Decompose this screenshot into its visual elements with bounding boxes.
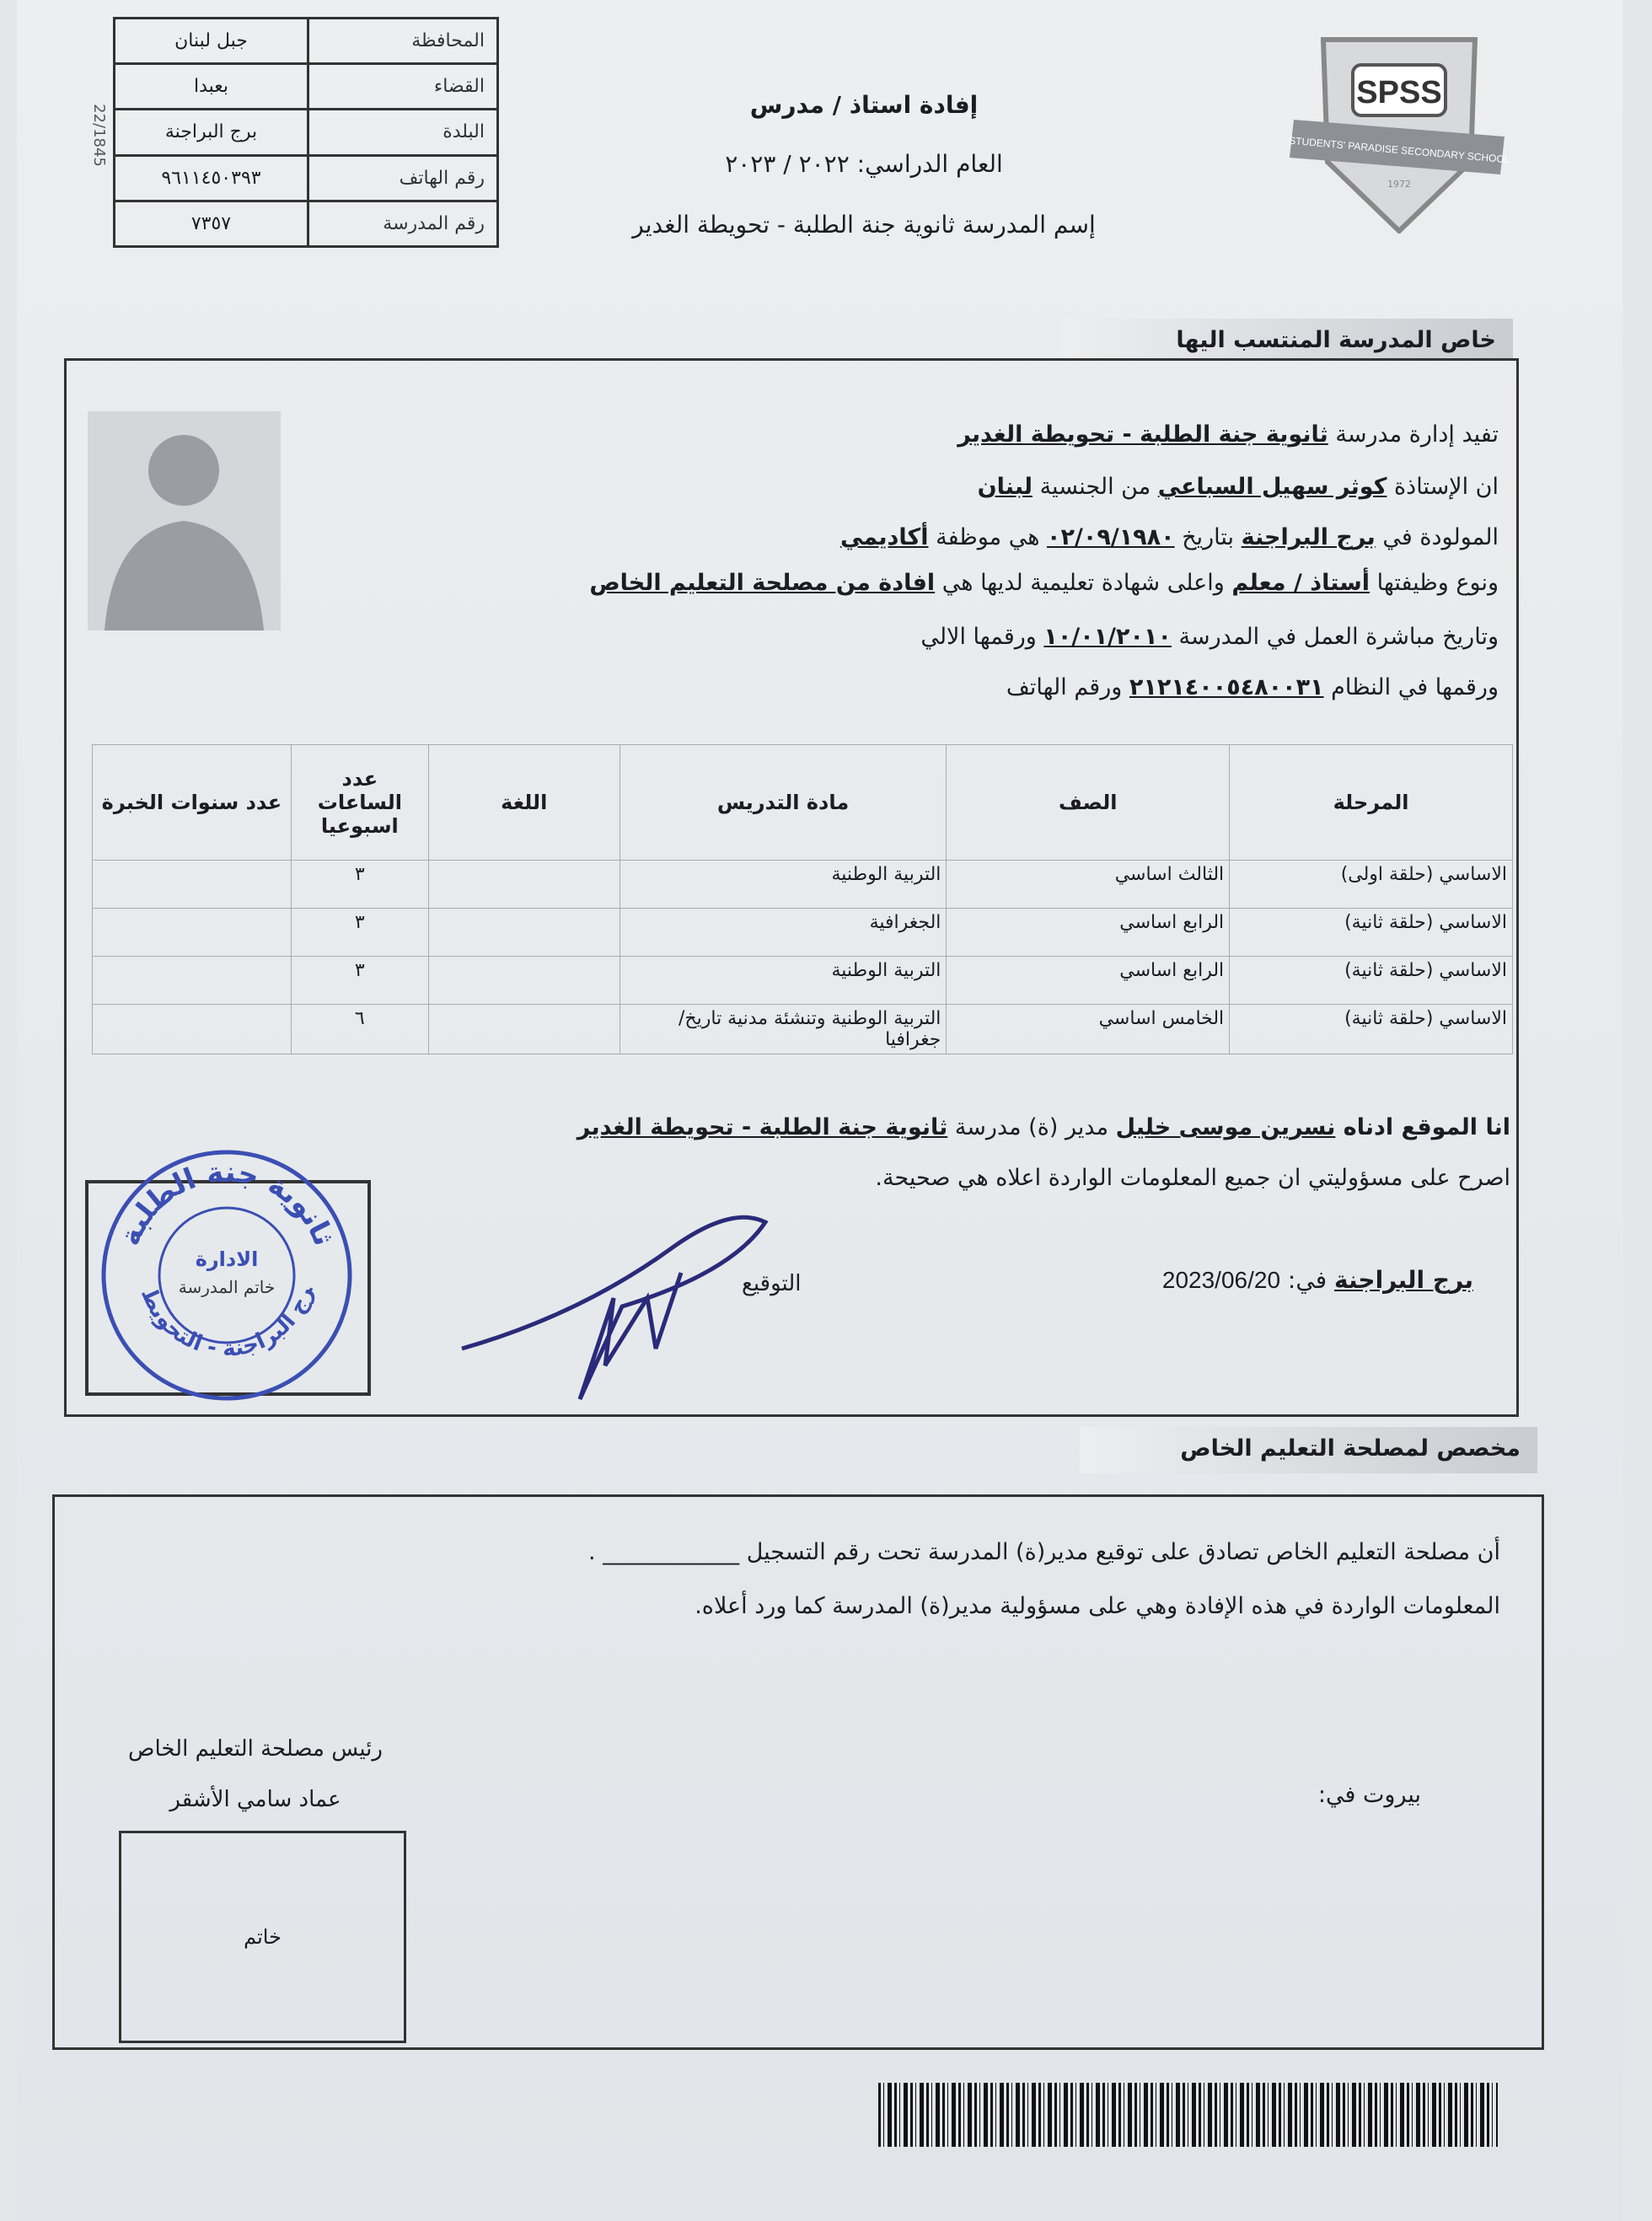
table-cell [93, 909, 292, 957]
column-header: عدد الساعات اسبوعيا [291, 745, 428, 861]
svg-text:الادارة: الادارة [195, 1247, 259, 1271]
declaration-line1: انا الموقع ادناه نسرين موسى خليل مدير (ة) مدرسة ثانوية جنة الطلبة - تحويطة الغدير [577, 1114, 1510, 1140]
head-title: رئيس مصلحة التعليم الخاص [128, 1736, 383, 1762]
table-cell: الاساسي (حلقة اولى) [1230, 861, 1513, 909]
info-label: رقم الهاتف [308, 155, 498, 201]
signature-label: التوقيع [742, 1271, 802, 1296]
teaching-table [92, 744, 1513, 1054]
info-value: ٩٦١١٤٥٠٣٩٣ [115, 155, 308, 201]
column-header: المرحلة [1230, 745, 1513, 861]
table-cell: ٦ [291, 1005, 428, 1054]
table-cell: الثالث اساسي [947, 861, 1230, 909]
info-paragraph-line: ان الإستاذة كوثر سهيل السباعي من الجنسية لبنان [977, 474, 1499, 500]
info-label: القضاء [308, 64, 498, 110]
table-cell [93, 957, 292, 1005]
approval-line2: المعلومات الواردة في هذه الإفادة وهي على مسؤولية مدير(ة) المدرسة كما ورد أعلاه. [695, 1593, 1500, 1619]
column-header: الصف [947, 745, 1230, 861]
info-row [115, 155, 498, 201]
stamp-label: خاتم [244, 1925, 282, 1949]
table-cell: ٣ [291, 861, 428, 909]
table-cell: التربية الوطنية [620, 861, 947, 909]
table-row [93, 1005, 1513, 1054]
table-cell: الجغرافية [620, 909, 947, 957]
table-cell [428, 861, 620, 909]
signature [453, 1197, 774, 1411]
official-stamp-box [119, 1831, 406, 2043]
approval-line1: أن مصلحة التعليم الخاص تصادق على توقيع مدير(ة) المدرسة تحت رقم التسجيل ____________ . [587, 1539, 1500, 1565]
table-cell: ٣ [291, 957, 428, 1005]
info-value: ٧٣٥٧ [115, 201, 308, 246]
info-label: البلدة [308, 110, 498, 155]
info-paragraph-line: المولودة في برج البراجنة بتاريخ ٠٢/٠٩/١٩٨٠ هي موظفة أكاديمي [840, 524, 1499, 550]
table-cell: الاساسي (حلقة ثانية) [1230, 1005, 1513, 1054]
info-value: برج البراجنة [115, 110, 308, 155]
section1-title: خاص المدرسة المنتسب اليها [1062, 319, 1513, 361]
school-name: إسم المدرسة ثانوية جنة الطلبة - تحويطة الغدير [632, 211, 1096, 239]
logo-name: STUDENTS' PARADISE SECONDARY SCHOOL [1290, 134, 1509, 166]
info-row [115, 19, 498, 64]
info-paragraph-line: ورقمها في النظام ٢١٢١٤٠٠٥٤٨٠٠٣١ ورقم الهاتف [1006, 674, 1499, 700]
info-row [115, 201, 498, 246]
place-date: برج البراجنة في: 2023/06/20 [1161, 1266, 1473, 1294]
head-name: عماد سامي الأشقر [169, 1787, 341, 1812]
logo-abbr: SPSS [1356, 75, 1442, 110]
table-cell: الرابع اساسي [947, 957, 1230, 1005]
svg-text:ثانوية جنة الطلبة: ثانوية جنة الطلبة [112, 1155, 341, 1251]
barcode [878, 2083, 1498, 2147]
beirut-date-label: بيروت في: [1317, 1782, 1421, 1808]
school-logo [1290, 35, 1509, 233]
info-paragraph-line: تفيد إدارة مدرسة ثانوية جنة الطلبة - تحويطة الغدير [957, 421, 1499, 448]
info-table [113, 17, 499, 248]
svg-text:برج البراجنة - التحويطة: رج البراجنة - التحويط [136, 1282, 319, 1362]
table-cell: ٣ [291, 909, 428, 957]
table-row [93, 957, 1513, 1005]
info-value: جبل لبنان [115, 19, 308, 64]
table-cell: الاساسي (حلقة ثانية) [1230, 957, 1513, 1005]
column-header: عدد سنوات الخبرة [93, 745, 292, 861]
table-cell: الخامس اساسي [947, 1005, 1230, 1054]
info-label: رقم المدرسة [308, 201, 498, 246]
logo-year: 1972 [1387, 179, 1411, 190]
table-cell [428, 957, 620, 1005]
info-value: بعبدا [115, 64, 308, 110]
academic-year: العام الدراسي: ٢٠٢٢ / ٢٠٢٣ [725, 150, 1003, 178]
table-cell: الرابع اساسي [947, 909, 1230, 957]
info-row [115, 110, 498, 155]
info-label: المحافظة [308, 19, 498, 64]
school-stamp [99, 1148, 354, 1403]
info-row [115, 64, 498, 110]
section2-title: مخصص لمصلحة التعليم الخاص [1080, 1427, 1537, 1473]
table-row [93, 909, 1513, 957]
table-cell [428, 1005, 620, 1054]
info-paragraph-line: وتاريخ مباشرة العمل في المدرسة ١٠/٠١/٢٠١٠ ورقمها الالي [920, 624, 1499, 650]
table-cell: التربية الوطنية وتنشئة مدنية تاريخ/ جغرافيا [620, 1005, 947, 1054]
table-cell [93, 1005, 292, 1054]
table-cell [428, 909, 620, 957]
declaration-line2: اصرح على مسؤوليتي ان جميع المعلومات الواردة اعلاه هي صحيحة. [875, 1165, 1510, 1191]
doc-title: إفادة استاذ / مدرس [749, 91, 979, 119]
table-cell: التربية الوطنية [620, 957, 947, 1005]
column-header: مادة التدريس [620, 745, 947, 861]
table-cell [93, 861, 292, 909]
table-cell: الاساسي (حلقة ثانية) [1230, 909, 1513, 957]
svg-text:خاتم المدرسة: خاتم المدرسة [178, 1277, 276, 1297]
column-header: اللغة [428, 745, 620, 861]
side-number: 22/1845 [89, 104, 108, 167]
photo-placeholder [88, 411, 281, 630]
table-row [93, 861, 1513, 909]
info-paragraph-line: ونوع وظيفتها أستاذ / معلم واعلى شهادة تعليمية لديها هي افادة من مصلحة التعليم الخاص [589, 570, 1499, 596]
